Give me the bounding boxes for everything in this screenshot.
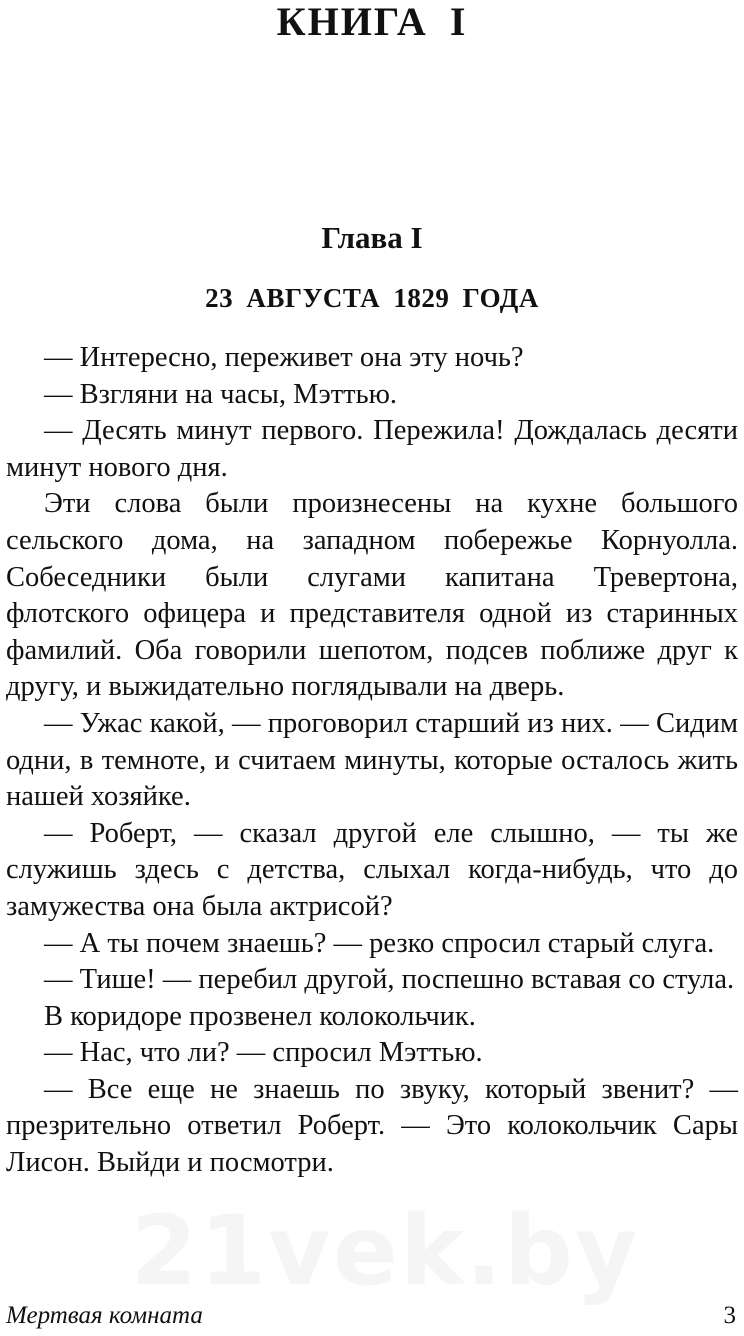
page-number: 3 [723, 1302, 736, 1329]
paragraph: — Десять минут первого. Пережила! Дождалась десяти минут нового дня. [6, 415, 738, 483]
chapter-title: Глава I [321, 220, 423, 255]
paragraph: — Роберт, — сказал другой еле слышно, — ты же служишь здесь с детства, слыхал когда-нибудь, что до замужества она была актрисой? [6, 817, 738, 922]
paragraph: — А ты почем знаешь? — резко спросил старый слуга. [44, 927, 715, 959]
paragraph: — Все еще не знаешь по звуку, который звенит? — презрительно ответил Роберт. — Это колокольчик Сары Лисон. Выйди и посмотри. [6, 1073, 738, 1179]
paragraph: — Ужас какой, — проговорил старший из них. — Сидим одни, в темноте, и считаем минуты, которые осталось жить нашей хозяйке. [6, 707, 738, 813]
watermark: 21vek.by [130, 1195, 640, 1307]
chapter-body [6, 340, 738, 1182]
chapter-subtitle: 23 АВГУСТА 1829 ГОДА [205, 283, 539, 313]
paragraph: Эти слова были произнесены на кухне большого сельского дома, на западном побережье Корнуолла. Собеседники были слугами капитана Тревертона, флотского офицера и представителя одной из старинных фамилий. Оба говорили шепотом, подсев поближе друг к другу, и выжидательно поглядывали на дверь. [6, 488, 738, 703]
running-title: Мертвая комната [6, 1302, 203, 1329]
paragraph: — Интересно, переживет она эту ночь? [44, 342, 524, 373]
book-title: КНИГА I [276, 0, 468, 44]
paragraph: В коридоре прозвенел колокольчик. [44, 1000, 476, 1032]
paragraph: — Тише! — перебил другой, поспешно вставая со стула. [44, 964, 735, 996]
paragraph: — Нас, что ли? — спросил Мэттью. [44, 1037, 483, 1069]
paragraph: — Взгляни на часы, Мэттью. [44, 378, 398, 410]
